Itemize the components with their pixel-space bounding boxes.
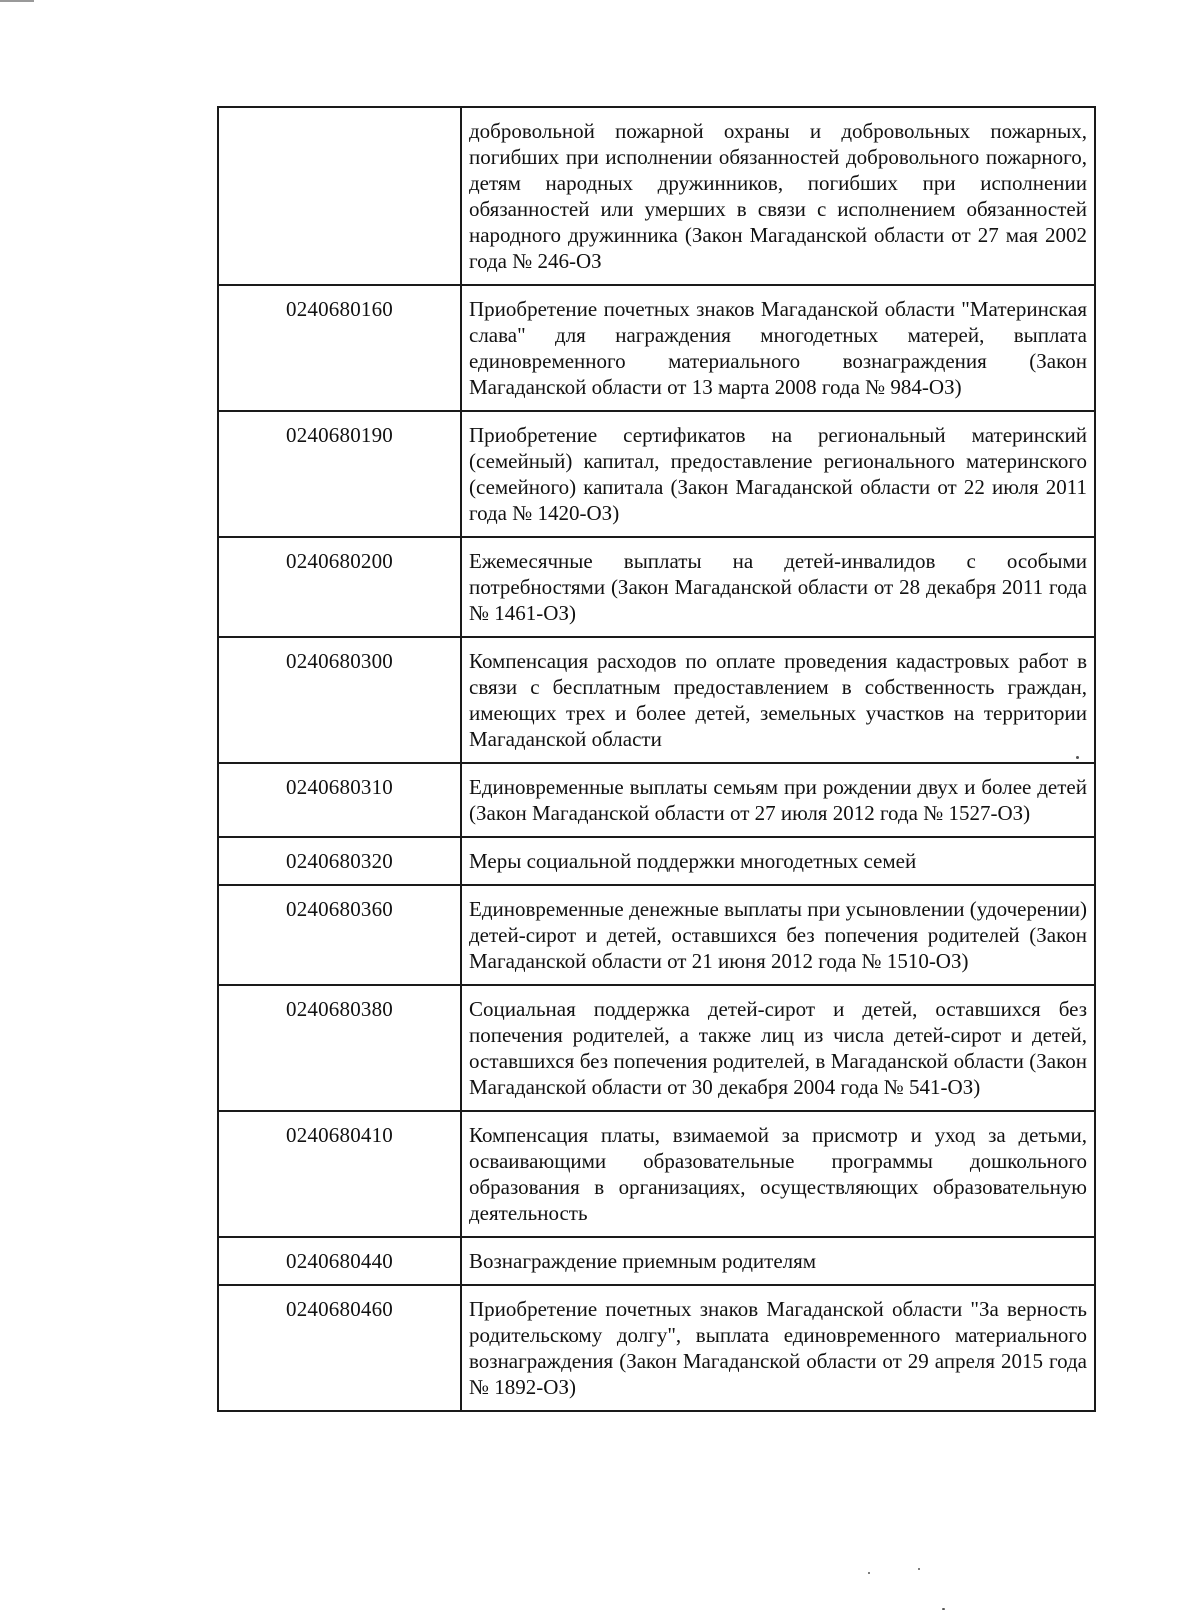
code-cell: 0240680160 — [218, 285, 461, 411]
table-row — [218, 885, 1095, 985]
code-cell: 0240680300 — [218, 637, 461, 763]
description-cell: Единовременные выплаты семьям при рождении двух и более детей (Закон Магаданской области от 27 июля 2012 года № 1527-ОЗ) — [461, 763, 1095, 837]
table-row — [218, 1111, 1095, 1237]
code-cell: 0240680460 — [218, 1285, 461, 1411]
description-cell: добровольной пожарной охраны и добровольных пожарных, погибших при исполнении обязанностей добровольного пожарного, детям народных дружинников, погибших при исполнении обязанностей или умерших в связи с исполнением обязанностей народного дружинника (Закон Магаданской области от 27 мая 2002 года № 246-ОЗ — [461, 107, 1095, 285]
code-cell: 0240680380 — [218, 985, 461, 1111]
table-row — [218, 1237, 1095, 1285]
code-cell: 0240680360 — [218, 885, 461, 985]
table-row — [218, 763, 1095, 837]
scan-speck — [1076, 756, 1079, 759]
scan-speck — [942, 1608, 945, 1610]
table-row — [218, 985, 1095, 1111]
code-cell: 0240680310 — [218, 763, 461, 837]
description-cell: Приобретение почетных знаков Магаданской области "Материнская слава" для награждения многодетных матерей, выплата единовременного материального вознаграждения (Закон Магаданской области от 13 марта 2008 года № 984-ОЗ) — [461, 285, 1095, 411]
scan-speck — [918, 1568, 920, 1570]
table-row — [218, 837, 1095, 885]
table-row — [218, 637, 1095, 763]
table-row — [218, 411, 1095, 537]
code-cell: 0240680440 — [218, 1237, 461, 1285]
description-cell: Единовременные денежные выплаты при усыновлении (удочерении) детей-сирот и детей, оставшихся без попечения родителей (Закон Магаданской области от 21 июня 2012 года № 1510-ОЗ) — [461, 885, 1095, 985]
description-cell: Приобретение почетных знаков Магаданской области "За верность родительскому долгу", выплата единовременного материального вознаграждения (Закон Магаданской области от 29 апреля 2015 года № 1892-ОЗ) — [461, 1285, 1095, 1411]
description-cell: Компенсация платы, взимаемой за присмотр и уход за детьми, осваивающими образовательные программы дошкольного образования в организациях, осуществляющих образовательную деятельность — [461, 1111, 1095, 1237]
code-cell: 0240680200 — [218, 537, 461, 637]
scan-edge-mark — [0, 0, 34, 2]
description-cell: Ежемесячные выплаты на детей-инвалидов с особыми потребностями (Закон Магаданской области от 28 декабря 2011 года № 1461-ОЗ) — [461, 537, 1095, 637]
table-row — [218, 285, 1095, 411]
table-row — [218, 537, 1095, 637]
table-row — [218, 1285, 1095, 1411]
description-cell: Компенсация расходов по оплате проведения кадастровых работ в связи с бесплатным предоставлением в собственность граждан, имеющих трех и более детей, земельных участков на территории Магаданской области — [461, 637, 1095, 763]
code-cell: 0240680320 — [218, 837, 461, 885]
code-cell — [218, 107, 461, 285]
budget-codes-table — [217, 106, 1096, 1412]
code-cell: 0240680410 — [218, 1111, 461, 1237]
description-cell: Приобретение сертификатов на региональный материнский (семейный) капитал, предоставление регионального материнского (семейного) капитала (Закон Магаданской области от 22 июля 2011 года № 1420-ОЗ) — [461, 411, 1095, 537]
code-cell: 0240680190 — [218, 411, 461, 537]
description-cell: Социальная поддержка детей-сирот и детей, оставшихся без попечения родителей, а также лиц из числа детей-сирот и детей, оставшихся без попечения родителей, в Магаданской области (Закон Магаданской области от 30 декабря 2004 года № 541-ОЗ) — [461, 985, 1095, 1111]
description-cell: Меры социальной поддержки многодетных семей — [461, 837, 1095, 885]
description-cell: Вознаграждение приемным родителям — [461, 1237, 1095, 1285]
scan-speck — [868, 1572, 870, 1574]
table-row — [218, 107, 1095, 285]
